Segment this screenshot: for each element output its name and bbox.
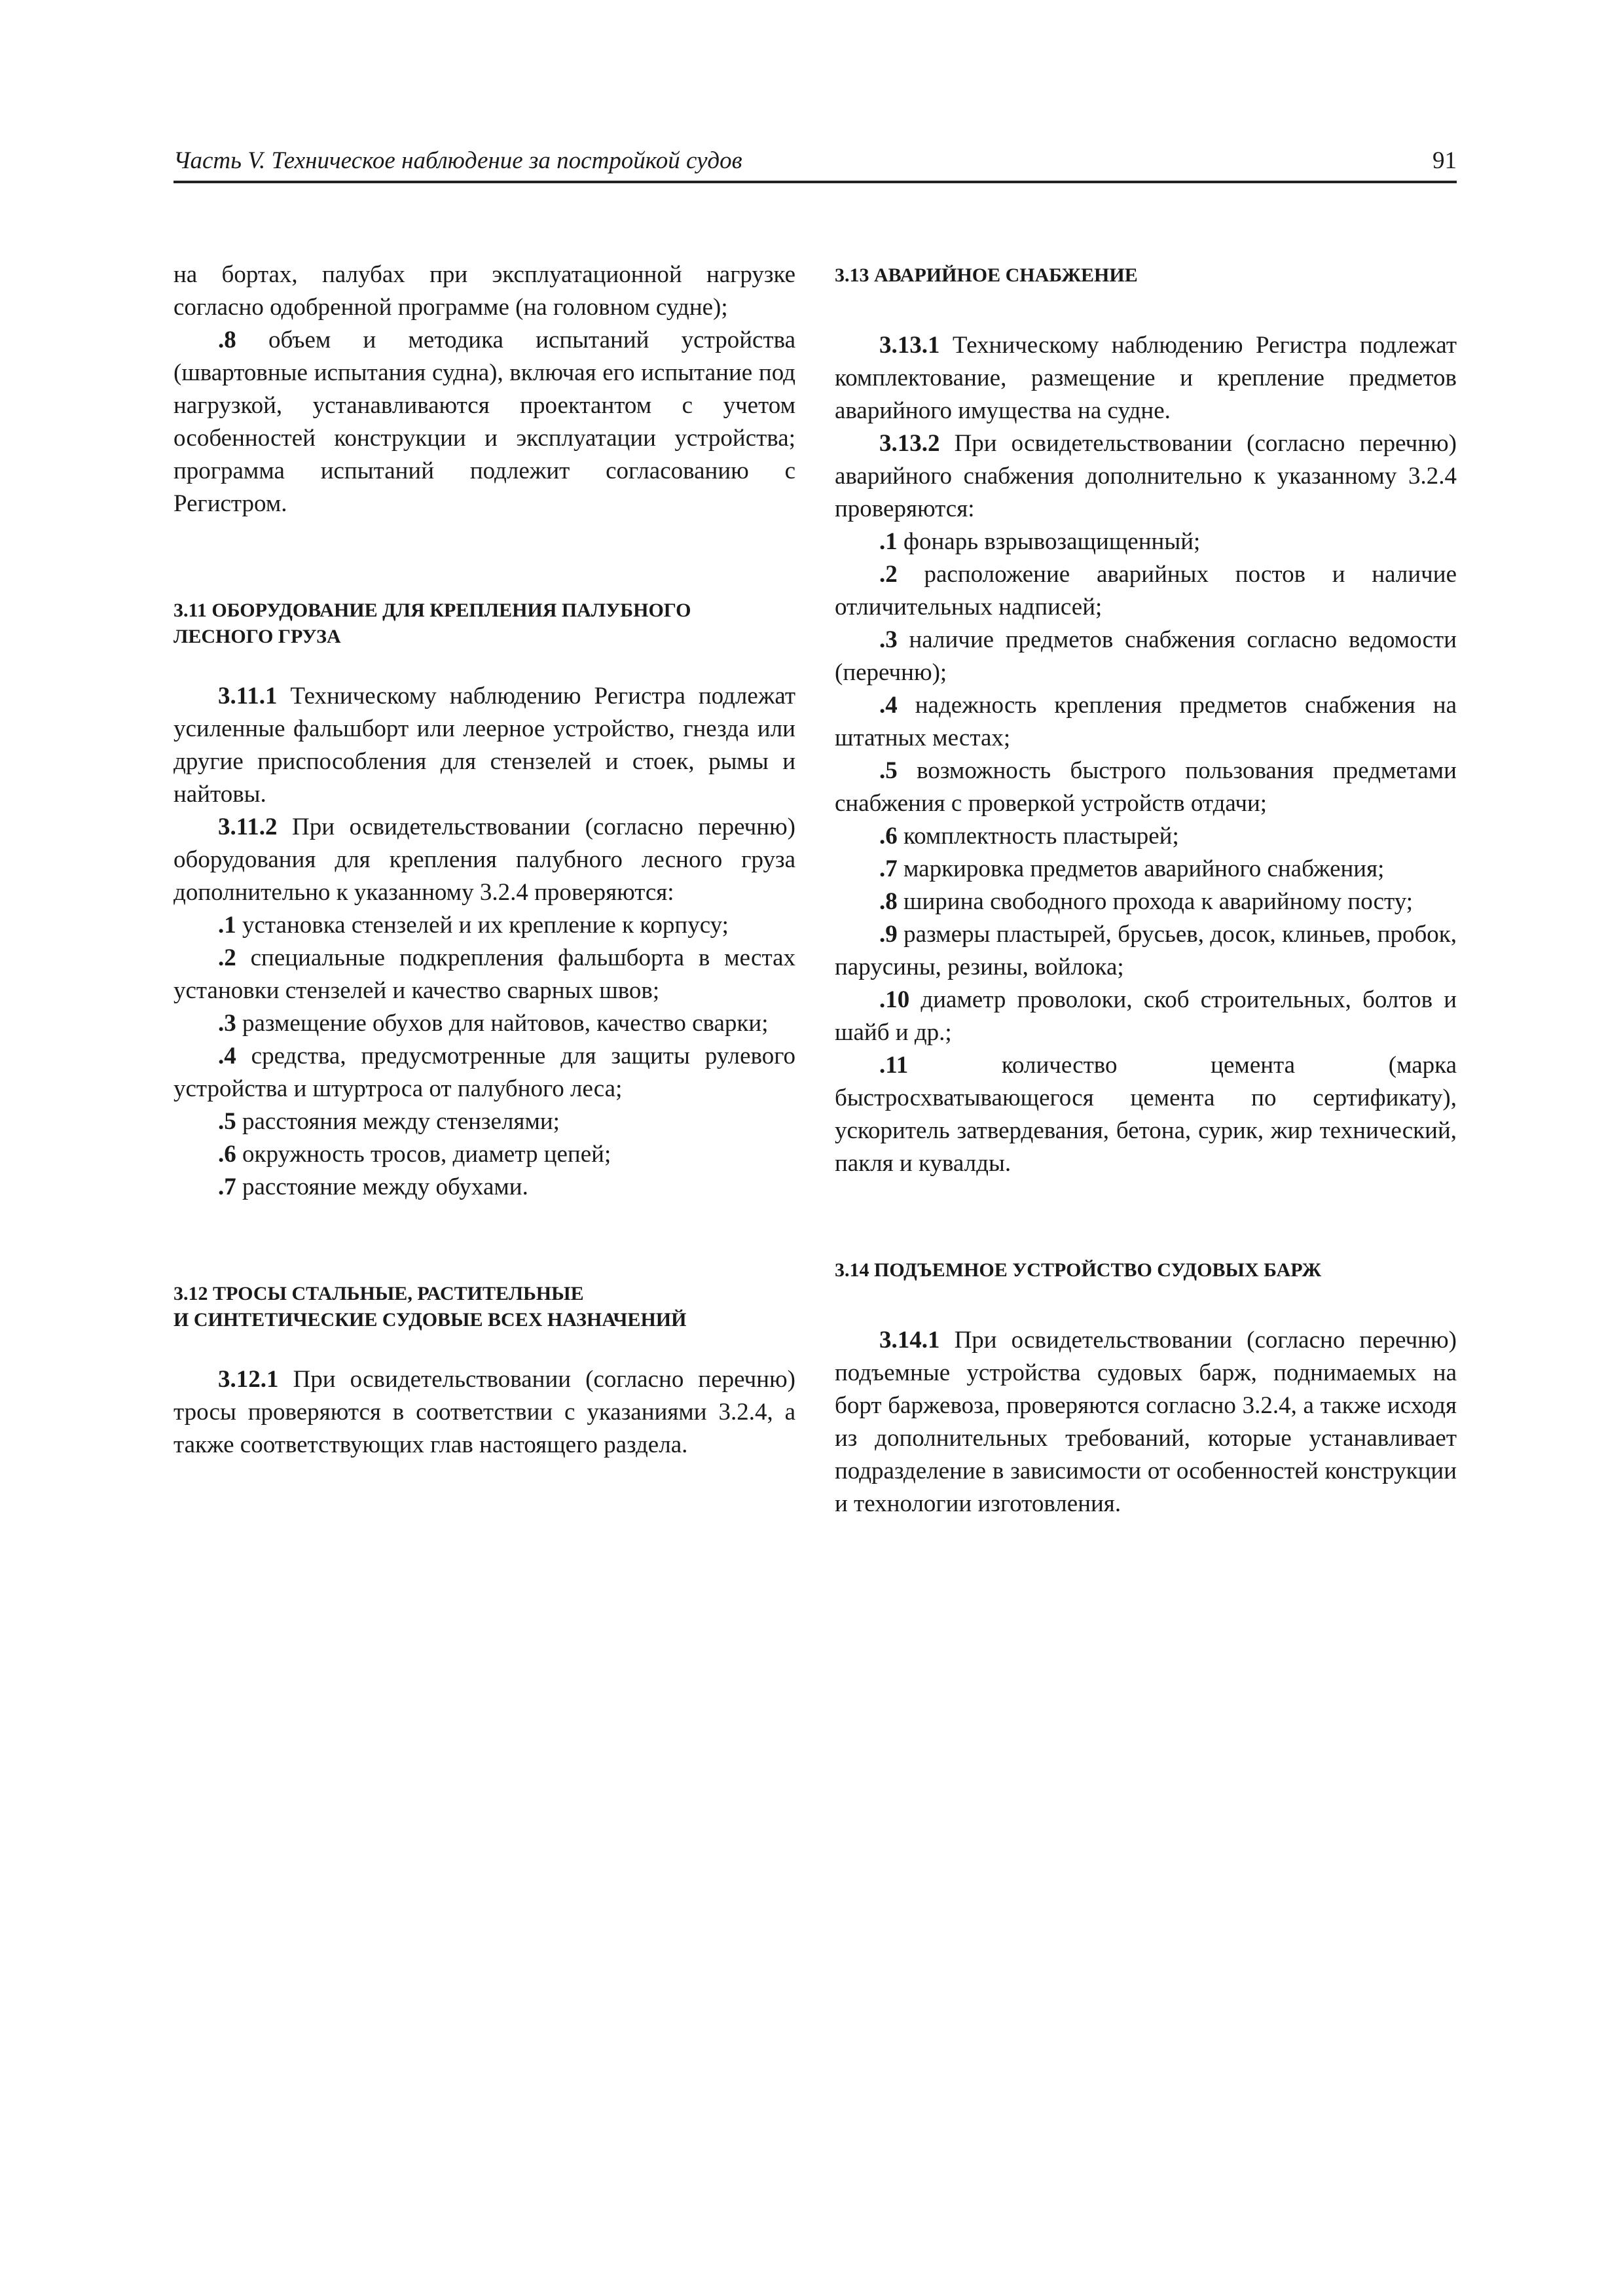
clause-number: 3.14.1 bbox=[879, 1327, 940, 1354]
list-item: .4 надежность крепления предметов снабжения на штатных местах; bbox=[835, 692, 1457, 751]
list-item: .5 возможность быстрого пользования предметами снабжения с проверкой устройств отдачи; bbox=[835, 757, 1457, 817]
clause-3-12-1: 3.12.1 При освидетельствовании (согласно перечню) тросы проверяются в соответствии с указаниями 3.2.4, а также соответствующих глав настоящего раздела. bbox=[173, 1366, 795, 1458]
list-item: .6 окружность тросов, диаметр цепей; bbox=[218, 1141, 611, 1168]
clause-number: 3.13.1 bbox=[879, 332, 940, 359]
clause-3-13-1: 3.13.1 Техническому наблюдению Регистра подлежат комплектование, размещение и крепление предметов аварийного имущества на судне. bbox=[835, 332, 1457, 424]
list-item: .10 диаметр проволоки, скоб строительных, болтов и шайб и др.; bbox=[835, 986, 1457, 1046]
list-item: .3 размещение обухов для найтовов, качество сварки; bbox=[218, 1010, 769, 1037]
section-title-3-14: 3.14 ПОДЪЕМНОЕ УСТРОЙСТВО СУДОВЫХ БАРЖ bbox=[835, 1259, 1322, 1281]
clause-number: 3.12.1 bbox=[218, 1366, 279, 1393]
list-item: .2 расположение аварийных постов и наличие отличительных надписей; bbox=[835, 561, 1457, 620]
section-title-3-11: 3.11 ОБОРУДОВАНИЕ ДЛЯ КРЕПЛЕНИЯ ПАЛУБНОГО ЛЕСНОГО ГРУЗА bbox=[173, 600, 691, 647]
list-item: .4 средства, предусмотренные для защиты рулевого устройства и штуртроса от палубного леса; bbox=[173, 1043, 795, 1102]
list-item: .1 установка стензелей и их крепление к корпусу; bbox=[218, 912, 729, 939]
section-title-3-13: 3.13 АВАРИЙНОЕ СНАБЖЕНИЕ bbox=[835, 264, 1138, 286]
clause-3-13-2: 3.13.2 При освидетельствовании (согласно перечню) аварийного снабжения дополнительно к указанному 3.2.4 проверяются: bbox=[835, 430, 1457, 522]
list-item: .6 комплектность пластырей; bbox=[879, 823, 1179, 850]
list-item: .9 размеры пластырей, брусьев, досок, клиньев, пробок, парусины, резины, войлока; bbox=[835, 921, 1457, 980]
clause-3-14-1: 3.14.1 При освидетельствовании (согласно перечню) подъемные устройства судовых барж, поднимаемых на борт баржевоза, проверяются согласно 3.2.4, а также исходя из дополнительных требований, которые устанавливает подразделение в зависимости от особенностей конструкции и технологии изготовления. bbox=[835, 1327, 1457, 1517]
list-item: .2 специальные подкрепления фальшборта в местах установки стензелей и качество сварных швов; bbox=[173, 944, 795, 1004]
clause-3-11-2: 3.11.2 При освидетельствовании (согласно перечню) оборудования для крепления палубного лесного груза дополнительно к указанному 3.2.4 проверяются: bbox=[173, 814, 795, 906]
left-column bbox=[173, 259, 795, 1462]
clause-number: 3.11.1 bbox=[218, 683, 278, 709]
list-item: .11 количество цемента (марка быстросхватывающегося цемента по сертификату), ускоритель затвердевания, бетона, сурик, жир технический, пакля и кувалды. bbox=[835, 1052, 1457, 1177]
list-item: .3 наличие предметов снабжения согласно ведомости (перечню); bbox=[835, 626, 1457, 686]
list-item: .5 расстояния между стензелями; bbox=[218, 1108, 560, 1135]
right-column bbox=[835, 259, 1457, 1520]
paragraph: на бортах, палубах при эксплуатационной нагрузке согласно одобренной программе (на головном судне); bbox=[173, 261, 795, 321]
clause-number: 3.13.2 bbox=[879, 430, 940, 457]
page-number: 91 bbox=[1432, 147, 1457, 174]
list-item: .7 расстояние между обухами. bbox=[218, 1174, 528, 1200]
clause-3-11-1: 3.11.1 Техническому наблюдению Регистра подлежат усиленные фальшборт или леерное устройство, гнезда или другие приспособления для стензелей и стоек, рымы и найтовы. bbox=[173, 683, 795, 808]
item-number: .8 bbox=[218, 327, 236, 353]
running-title: Часть V. Техническое наблюдение за постройкой судов bbox=[173, 147, 742, 174]
list-item: .7 маркировка предметов аварийного снабжения; bbox=[879, 855, 1385, 882]
list-item: .8 ширина свободного прохода к аварийному посту; bbox=[879, 888, 1413, 915]
paragraph-item-8: .8 объем и методика испытаний устройства (швартовные испытания судна), включая его испытание под нагрузкой, устанавливаются проектантом с учетом особенностей конструкции и эксплуатации устройства; программа испытаний подлежит согласованию с Регистром. bbox=[173, 327, 795, 517]
page-header bbox=[173, 143, 1457, 183]
list-item: .1 фонарь взрывозащищенный; bbox=[879, 528, 1201, 555]
clause-number: 3.11.2 bbox=[218, 814, 278, 840]
section-title-3-12: 3.12 ТРОСЫ СТАЛЬНЫЕ, РАСТИТЕЛЬНЫЕ И СИНТЕТИЧЕСКИЕ СУДОВЫЕ ВСЕХ НАЗНАЧЕНИЙ bbox=[173, 1283, 687, 1331]
